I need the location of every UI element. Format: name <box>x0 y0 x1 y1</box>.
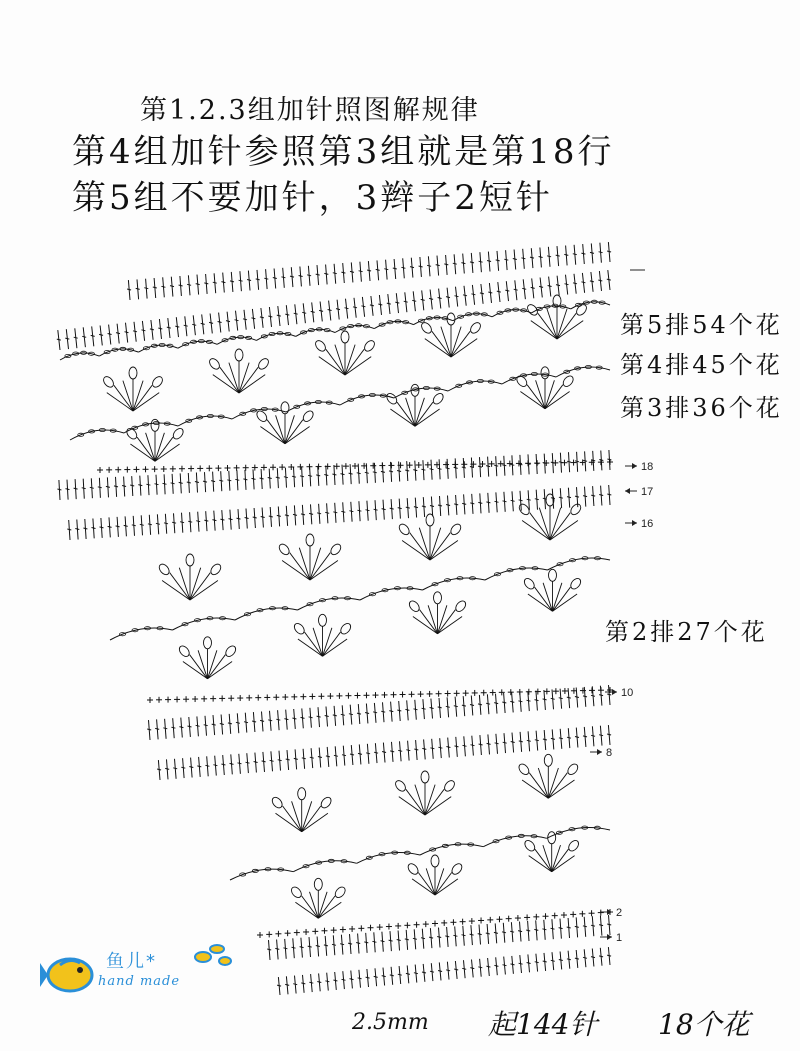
row-number-1: 1 <box>616 932 623 944</box>
cast-on-count: 起144针 <box>488 1008 598 1041</box>
row-label-4: 第4排45个花 <box>620 351 783 379</box>
arrow-head-icon <box>632 520 637 526</box>
arrow-head-icon <box>612 689 617 695</box>
note-line-2: 第4组加针参照第3组就是第18行 <box>72 132 615 172</box>
logo-name: 鱼儿* <box>106 951 157 972</box>
row-number-17: 17 <box>641 486 654 498</box>
repeat-count: 18个花 <box>658 1008 750 1041</box>
note-line-3: 第5组不要加针，3辫子2短针 <box>72 178 553 218</box>
arrow-head-icon <box>632 463 637 469</box>
note-line-1: 第1.2.3组加针照图解规律 <box>140 95 480 126</box>
row-number-16: 16 <box>641 518 654 530</box>
row-label-2: 第2排27个花 <box>605 618 768 646</box>
row-number-10: 10 <box>621 687 634 699</box>
row-number-2: 2 <box>616 907 623 919</box>
stitch-rows <box>57 242 613 995</box>
row-label-5: 第5排54个花 <box>620 311 783 339</box>
row-label-3: 第3排36个花 <box>620 394 783 422</box>
hook-size: 2.5mm <box>352 1010 429 1035</box>
small-fish-icon <box>195 945 231 965</box>
logo-subtitle: hand made <box>98 974 181 989</box>
row-number-18: 18 <box>641 461 654 473</box>
arrow-head-icon <box>597 749 602 755</box>
big-fish-icon <box>40 959 92 991</box>
row-number-8: 8 <box>606 747 613 759</box>
arrow-head-icon <box>625 488 630 494</box>
